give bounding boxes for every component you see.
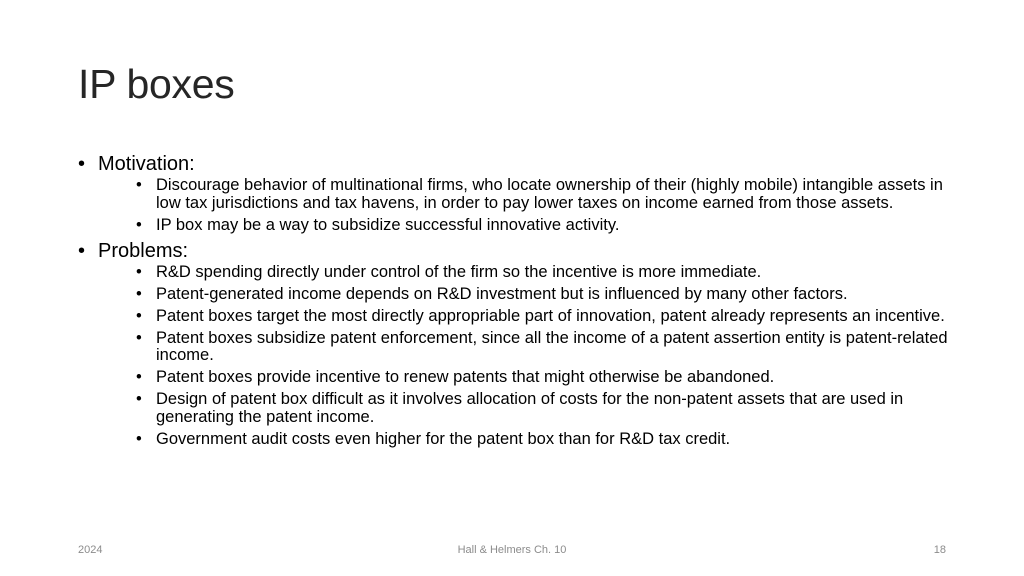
list-item: [98, 431, 948, 449]
section-problems: [78, 239, 948, 449]
list-item-text: Discourage behavior of multinational firms, who locate ownership of their (highly mobile) intangible assets in low tax jurisdictions and tax havens, in order to pay lower taxes on income earned from those assets.: [156, 176, 943, 212]
section-motivation: [78, 152, 948, 234]
footer-date: 2024: [78, 544, 103, 556]
list-item-text: Patent boxes target the most directly appropriable part of innovation, patent already represents an incentive.: [156, 306, 945, 325]
slide-body: [78, 152, 948, 453]
bullet-list: [78, 152, 948, 448]
list-item-text: Government audit costs even higher for the patent box than for R&D tax credit.: [156, 429, 731, 448]
bullet-icon: •: [136, 368, 142, 386]
footer-source: Hall & Helmers Ch. 10: [457, 544, 567, 556]
bullet-icon: •: [136, 390, 142, 408]
list-item: [98, 308, 948, 326]
sub-bullet-list: [98, 177, 948, 234]
list-item: [98, 369, 948, 387]
bullet-icon: •: [136, 284, 142, 303]
slide-title: IP boxes: [78, 61, 235, 107]
list-item-text: Patent-generated income depends on R&D investment but is influenced by many other factors.: [156, 284, 848, 303]
bullet-icon: •: [136, 176, 142, 194]
bullet-icon: •: [136, 429, 142, 448]
section-heading: Motivation:: [98, 153, 195, 175]
footer-page-number: 18: [933, 544, 946, 556]
bullet-icon: •: [136, 328, 142, 347]
list-item-text: Patent boxes subsidize patent enforcement, since all the income of a patent assertion entity is patent-related income.: [156, 328, 948, 364]
bullet-icon: •: [136, 215, 142, 234]
bullet-icon: •: [78, 153, 86, 175]
bullet-icon: •: [136, 306, 142, 325]
list-item: [98, 286, 948, 304]
list-item: [98, 330, 948, 365]
list-item: [98, 391, 948, 426]
bullet-icon: •: [78, 239, 86, 262]
list-item: [98, 177, 948, 212]
sub-bullet-list: [98, 264, 948, 449]
section-heading: Problems:: [98, 239, 189, 262]
list-item: [98, 264, 948, 282]
list-item-text: IP box may be a way to subsidize successful innovative activity.: [156, 215, 620, 234]
list-item-text: Patent boxes provide incentive to renew patents that might otherwise be abandoned.: [156, 368, 775, 386]
list-item-text: R&D spending directly under control of the firm so the incentive is more immediate.: [156, 262, 762, 281]
bullet-icon: •: [136, 262, 142, 281]
list-item-text: Design of patent box difficult as it involves allocation of costs for the non-patent assets that are used in generating the patent income.: [156, 390, 904, 426]
list-item: [98, 217, 948, 235]
